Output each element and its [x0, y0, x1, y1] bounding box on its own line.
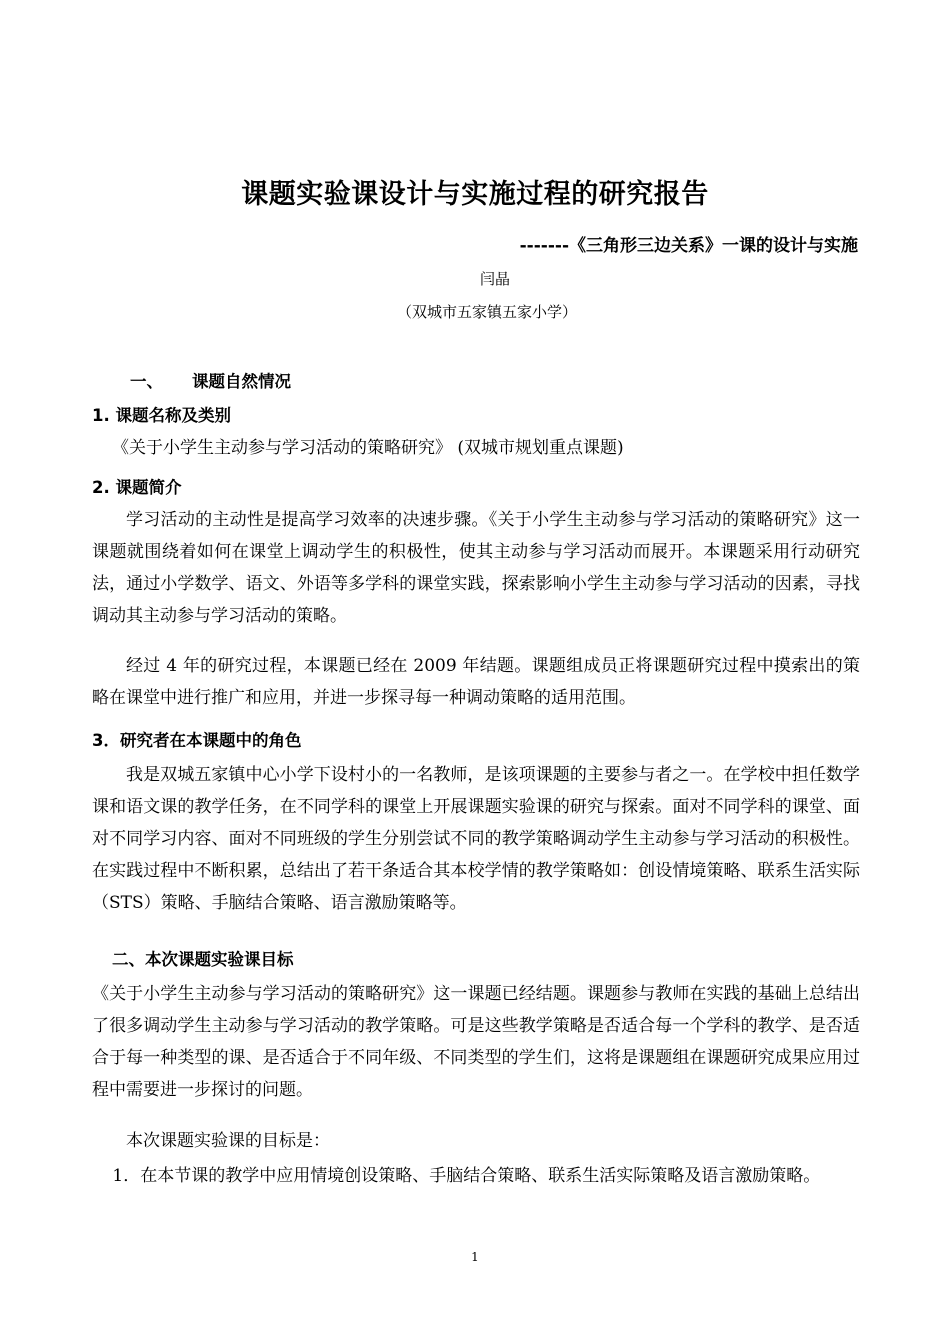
- section1-heading: [130, 368, 291, 392]
- section2-paragraph-1: 《关于小学生主动参与学习活动的策略研究》这一课题已经结题。课题参与教师在实践的基础上总结出了很多调动学生主动参与学习活动的教学策略。可是这些教学策略是否适合每一个学科的教学、是否适合于每一种类型的课、是否适合于不同年级、不同类型的学生们，这将是课题组在课题研究成果应用过程中需要进一步探讨的问题。: [92, 984, 860, 1100]
- section1-title: 课题自然情况: [192, 372, 291, 391]
- item1-text: 《关于小学生主动参与学习活动的策略研究》 (双城市规划重点课题): [112, 438, 624, 458]
- page-number: 1: [471, 1250, 479, 1264]
- item3-paragraph: 我是双城五家镇中心小学下设村小的一名教师，是该项课题的主要参与者之一。在学校中担任数学课和语文课的教学任务，在不同学科的课堂上开展课题实验课的研究与探索。面对不同学科的课堂、面对不同学习内容、面对不同班级的学生分别尝试不同的教学策略调动学生主动参与学习活动的积极性。在实践过程中不断积累，总结出了若干条适合其本校学情的教学策略如：创设情境策略、联系生活实际（STS）策略、手脑结合策略、语言激励策略等。: [92, 765, 860, 913]
- author-name: 闫晶: [480, 270, 511, 288]
- item2-paragraph-2: 经过 4 年的研究过程，本课题已经在 2009 年结题。课题组成员正将课题研究过程中摸索出的策略在课堂中进行推广和应用，并进一步探寻每一种调动策略的适用范围。: [92, 656, 860, 708]
- section2-goal-1: 1．在本节课的教学中应用情境创设策略、手脑结合策略、联系生活实际策略及语言激励策略。: [112, 1166, 821, 1186]
- item3-heading: 3．研究者在本课题中的角色: [92, 731, 302, 750]
- document-title: 课题实验课设计与实施过程的研究报告: [241, 179, 709, 210]
- item2-heading: 2. 课题简介: [92, 478, 182, 497]
- item1-heading: 1. 课题名称及类别: [92, 406, 231, 425]
- item2-paragraph-1: 学习活动的主动性是提高学习效率的决速步骤。《关于小学生主动参与学习活动的策略研究》这一课题就围绕着如何在课堂上调动学生的积极性，使其主动参与学习活动而展开。本课题采用行动研究法，通过小学数学、语文、外语等多学科的课堂实践，探索影响小学生主动参与学习活动的因素，寻找调动其主动参与学习活动的策略。: [92, 510, 860, 626]
- section2-heading: 二、本次课题实验课目标: [112, 950, 294, 969]
- document-subtitle: -------《三角形三边关系》一课的设计与实施: [519, 236, 858, 256]
- author-school: （双城市五家镇五家小学）: [397, 303, 578, 321]
- section2-paragraph-2: 本次课题实验课的目标是：: [126, 1131, 330, 1151]
- section1-number: 一、: [130, 372, 163, 391]
